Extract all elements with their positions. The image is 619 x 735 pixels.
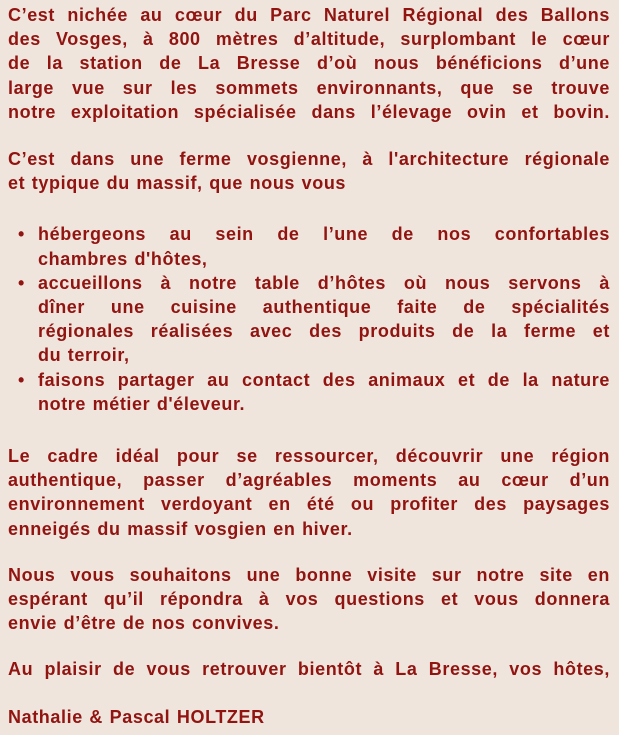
text-line: authentique, passer d’agréables moments au cœur d’un <box>8 470 610 491</box>
text-line: Nous vous souhaitons une bonne visite sur notre site en <box>8 564 610 585</box>
text-line: du terroir, <box>38 345 130 366</box>
list-item-dining <box>18 271 610 368</box>
text-line: notre métier d'éleveur. <box>38 393 246 414</box>
closing-paragraph <box>8 657 610 681</box>
visit-wish-paragraph <box>8 563 610 636</box>
text-line: chambres d'hôtes, <box>38 248 208 269</box>
text-line: large vue sur les sommets environnants, que se trouve <box>8 77 610 98</box>
text-line: accueillons à notre table d’hôtes où nous servons à <box>38 272 610 293</box>
text-line: notre exploitation spécialisée dans l’élevage ovin et bovin. <box>8 101 610 122</box>
text-line: dîner une cuisine authentique faite de spécialités <box>38 297 610 318</box>
text-line: régionales réalisées avec des produits de la ferme et <box>38 321 610 342</box>
text-line: Au plaisir de vous retrouver bientôt à La Bresse, vos hôtes, <box>8 659 610 680</box>
text-line: hébergeons au sein de l’une de nos confortables <box>38 224 610 245</box>
signature <box>8 705 610 729</box>
intro-paragraph <box>8 3 610 124</box>
farm-paragraph <box>8 147 610 195</box>
text-line: environnement verdoyant en été ou profiter des paysages <box>8 494 610 515</box>
setting-paragraph <box>8 444 610 541</box>
text-line: et typique du massif, que nous vous <box>8 173 347 194</box>
text-line: Nathalie & Pascal HOLTZER <box>8 706 265 727</box>
bullet-icon: • <box>18 224 25 245</box>
text-line: C’est nichée au cœur du Parc Naturel Régional des Ballons <box>8 5 610 25</box>
bullet-icon: • <box>18 272 25 293</box>
text-line: de la station de La Bresse d’où nous bénéficions d’une <box>8 53 610 74</box>
list-item-lodging <box>18 222 610 270</box>
text-line: Le cadre idéal pour se ressourcer, découvrir une région <box>8 446 610 467</box>
text-line: envie d’être de nos convives. <box>8 613 280 634</box>
services-bullet-list <box>8 222 610 416</box>
text-line: C’est dans une ferme vosgienne, à l'architecture régionale <box>8 149 610 170</box>
text-line: faisons partager au contact des animaux et de la nature <box>38 369 610 390</box>
text-line: des Vosges, à 800 mètres d’altitude, surplombant le cœur <box>8 29 610 50</box>
list-item-animals <box>18 368 610 416</box>
text-line: enneigés du massif vosgien en hiver. <box>8 518 353 539</box>
bullet-icon: • <box>18 369 25 390</box>
text-line: espérant qu’il répondra à vos questions et vous donnera <box>8 589 610 610</box>
